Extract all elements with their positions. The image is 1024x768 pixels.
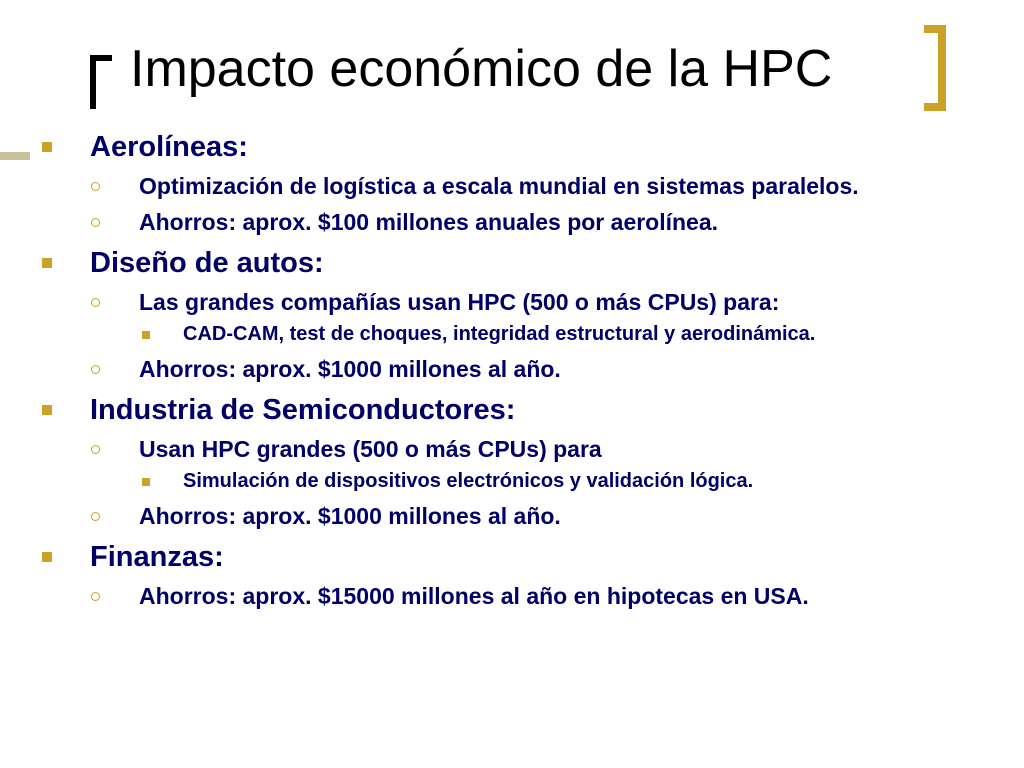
list-item (40, 353, 990, 385)
list-item-text: Ahorros: aprox. $1000 millones al año. (139, 356, 561, 382)
circle-bullet-icon (91, 592, 100, 601)
square-bullet-icon (42, 142, 52, 152)
sub-list-item (40, 467, 990, 496)
circle-bullet-icon (91, 298, 100, 307)
circle-bullet-icon (91, 365, 100, 374)
square-bullet-icon (42, 258, 52, 268)
title-bracket-right (938, 25, 946, 111)
circle-bullet-icon (91, 512, 100, 521)
list-item (40, 500, 990, 532)
section-heading-text: Diseño de autos: (90, 247, 324, 279)
sub-list-item-text: Simulación de dispositivos electrónicos y validación lógica. (183, 470, 754, 492)
section-heading-text: Industria de Semiconductores: (90, 394, 516, 426)
list-item-text: Usan HPC grandes (500 o más CPUs) para (139, 436, 602, 462)
circle-bullet-icon (91, 445, 100, 454)
section-heading (40, 538, 990, 576)
list-item-text: Ahorros: aprox. $1000 millones al año. (139, 503, 561, 529)
list-item-text: Ahorros: aprox. $15000 millones al año en hipotecas en USA. (139, 583, 809, 609)
title-bracket-left (90, 55, 96, 109)
list-item-text: Ahorros: aprox. $100 millones anuales por aerolínea. (139, 209, 719, 235)
square-bullet-icon (142, 331, 150, 339)
section-heading (40, 244, 990, 282)
slide-content (40, 122, 990, 612)
circle-bullet-icon (91, 218, 100, 227)
square-bullet-icon (142, 478, 150, 486)
section-heading-text: Finanzas: (90, 541, 224, 573)
list-item (40, 170, 990, 202)
sub-list-item-text: CAD-CAM, test de choques, integridad estructural y aerodinámica. (183, 323, 816, 345)
list-item (40, 433, 990, 465)
section-heading (40, 391, 990, 429)
square-bullet-icon (42, 405, 52, 415)
list-item-text: Optimización de logística a escala mundial en sistemas paralelos. (139, 173, 859, 199)
sub-list-item (40, 320, 990, 349)
list-item (40, 580, 990, 612)
section-heading (40, 128, 990, 166)
list-item-text: Las grandes compañías usan HPC (500 o más CPUs) para: (139, 289, 780, 315)
side-accent-bar (0, 152, 30, 160)
list-item (40, 286, 990, 318)
section-heading-text: Aerolíneas: (90, 131, 248, 163)
list-item (40, 206, 990, 238)
square-bullet-icon (42, 552, 52, 562)
slide-title: Impacto económico de la HPC (130, 40, 833, 98)
circle-bullet-icon (91, 182, 100, 191)
